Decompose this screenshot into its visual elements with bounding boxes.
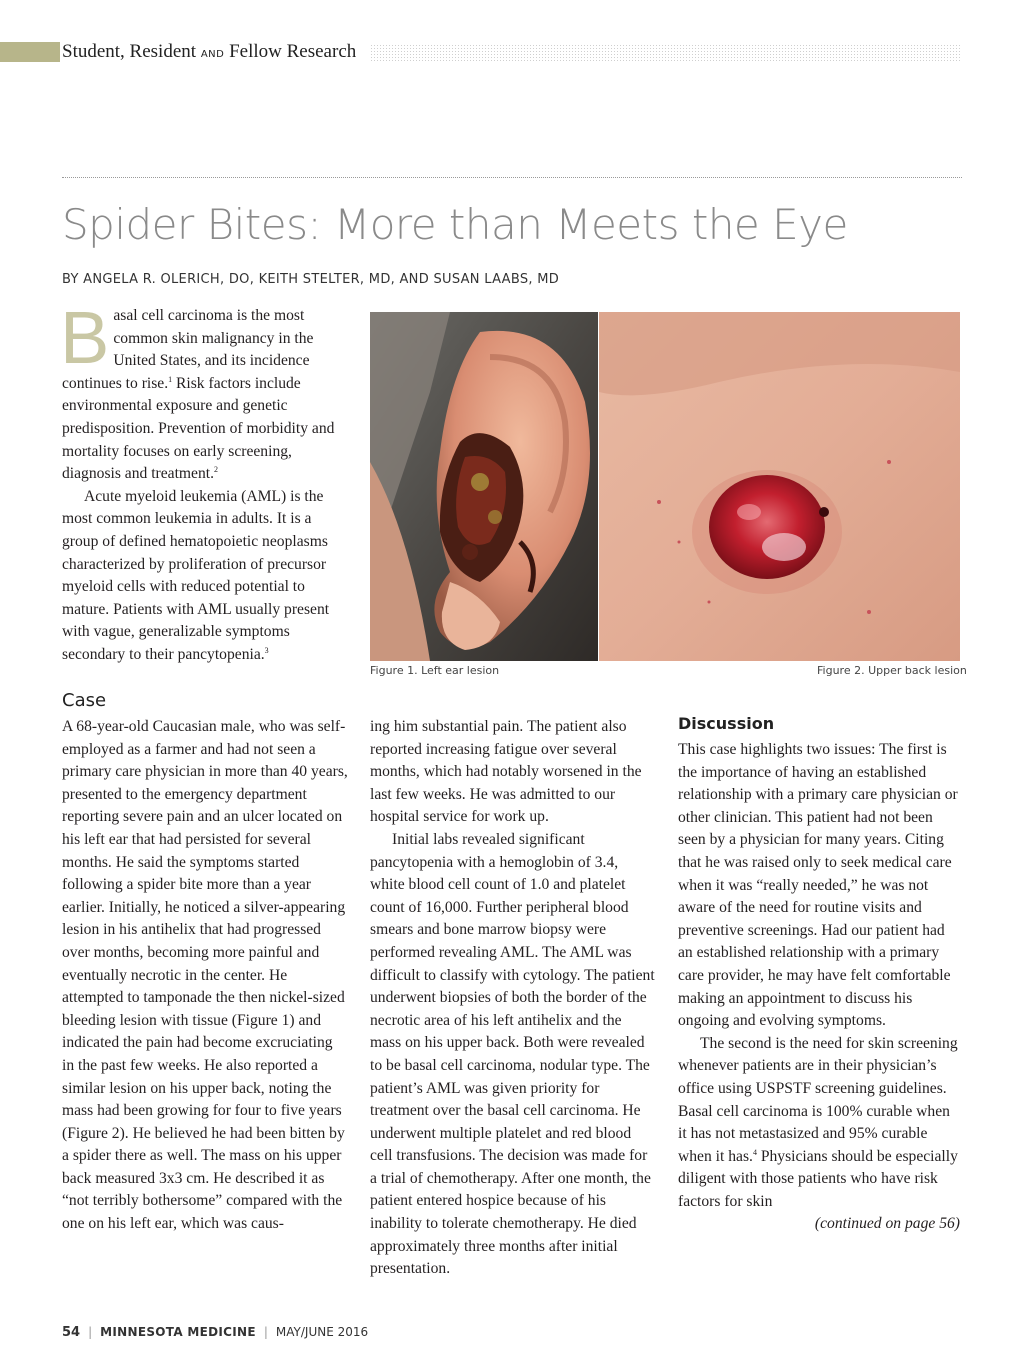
- footnote-ref: 3: [264, 645, 269, 655]
- ear-lesion-image: [370, 312, 598, 661]
- figure-1-caption: Figure 1. Left ear lesion: [370, 664, 500, 677]
- discussion-heading: Discussion: [678, 714, 775, 733]
- magazine-name: MINNESOTA MEDICINE: [100, 1325, 256, 1339]
- figure-2-back-photo: [599, 312, 960, 661]
- section-color-bar: [0, 42, 60, 62]
- discussion-paragraph: This case highlights two issues: The first is the importance of having an established relationship with a primary care physician or other clinician. This patient had not been seen by a physician for many years. Citing that he was raised only to seek medical care when it was “really needed,” he was not aware of the need for routine visits and preventive screenings. Had our patient had an established relationship with a primary care provider, he may have felt comfortable making an appointment to discuss his ongoing and evolving symptoms.: [678, 741, 958, 1030]
- case-column-2: [370, 716, 656, 1281]
- discussion-text: The second is the need for skin screening whenever patients are in their physician’s office using USPSTF screening guidelines. Basal cell carcinoma is 100% curable when it has not metastasized and 95% curable when it has.: [678, 1034, 958, 1165]
- figure-1-ear-photo: [370, 312, 598, 661]
- case-paragraph: ing him substantial pain. The patient also reported increasing fatigue over several months, which had notably worsened in the last few weeks. He was admitted to our hospital service for work up.: [370, 718, 642, 826]
- discussion-column: [678, 739, 960, 1236]
- section-title-part: Student, Resident: [62, 41, 201, 62]
- figure-2-caption: Figure 2. Upper back lesion: [817, 664, 967, 677]
- page-number: 54: [62, 1325, 81, 1340]
- footnote-ref: 2: [214, 465, 219, 475]
- footnote-ref: 4: [752, 1147, 757, 1157]
- footer-separator: |: [88, 1325, 93, 1339]
- intro-column: [60, 296, 346, 667]
- section-title-small-caps: AND: [200, 49, 225, 60]
- section-hatch-pattern: [370, 44, 962, 61]
- issue-date: MAY/JUNE 2016: [275, 1325, 369, 1339]
- article-byline: BY ANGELA R. OLERICH, DO, KEITH STELTER, MD, AND SUSAN LAABS, MD: [62, 272, 560, 287]
- intro-paragraph: [60, 296, 346, 486]
- discussion-text: Physicians should be especially diligent with those patients who have risk factors for skin: [678, 1147, 958, 1210]
- title-rule: [62, 177, 962, 178]
- footnote-ref: 1: [168, 374, 173, 384]
- intro-paragraph: [62, 486, 346, 667]
- case-paragraph: Initial labs revealed significant pancytopenia with a hemoglobin of 3.4, white blood cell count of 1.0 and platelet count of 16,000. Further peripheral blood smears and bone marrow biopsy were performed revealing AML. The AML was difficult to classify with cytology. The patient underwent biopsies of both the border of the necrotic area of his left antihelix and the mass on his upper back. Both were revealed to be basal cell carcinoma, nodular type. The patient’s AML was given priority for treatment over the basal cell carcinoma. He underwent multiple platelet and red blood cell transfusions. The decision was made for a trial of chemotherapy. After one month, the patient entered hospice because of his inability to tolerate chemotherapy. He died approximately three months after initial presentation.: [370, 830, 655, 1278]
- case-heading: Case: [62, 690, 107, 711]
- article-title: Spider Bites: More than Meets the Eye: [62, 200, 848, 249]
- intro-text: Risk factors include environmental exposure and genetic predisposition. Prevention of morbidity and mortality focuses on early screening, diagnosis and treatment.: [62, 374, 335, 483]
- drop-cap: B: [60, 296, 110, 379]
- case-paragraph: A 68-year-old Caucasian male, who was self-employed as a farmer and had not seen a primary care physician in more than 40 years, presented to the emergency department reporting severe pain and an ulcer located on his left ear that had persisted for several months. He said the symptoms started following a spider bite more than a year earlier. Initially, he noticed a silver-appearing lesion in his antihelix that had progressed over months, becoming more painful and eventually necrotic in the center. He attempted to tamponade the then nickel-sized bleeding lesion with tissue (Figure 1) and indicated the pain had become excruciating in the past few weeks. He also reported a similar lesion on his upper back, noting the mass had been growing for four to five years (Figure 2). He believed he had been bitten by a spider there as well. The mass on his upper back measured 3x3 cm. He described it as “not terribly bothersome” compared with the one on his left ear, which was caus-: [62, 718, 348, 1233]
- page-footer: [62, 1325, 368, 1340]
- intro-text: asal cell carcinoma is the most common skin malignancy in the United States, and its incidence continues to rise.: [62, 307, 314, 392]
- footer-separator: |: [263, 1325, 268, 1339]
- section-title-part: Fellow Research: [224, 41, 357, 62]
- discussion-paragraph: [678, 1033, 960, 1214]
- continued-note: (continued on page 56): [814, 1215, 960, 1233]
- back-lesion-image: [599, 312, 960, 661]
- section-title: [62, 41, 356, 63]
- intro-text: Acute myeloid leukemia (AML) is the most common leukemia in adults. It is a group of defined hematopoietic neoplasms characterized by proliferation of precursor myeloid cells with reduced potential to mature. Patients with AML usually present with vague, generalizable symptoms secondary to their pancytopenia.: [62, 487, 330, 663]
- case-column-1: [62, 716, 348, 1236]
